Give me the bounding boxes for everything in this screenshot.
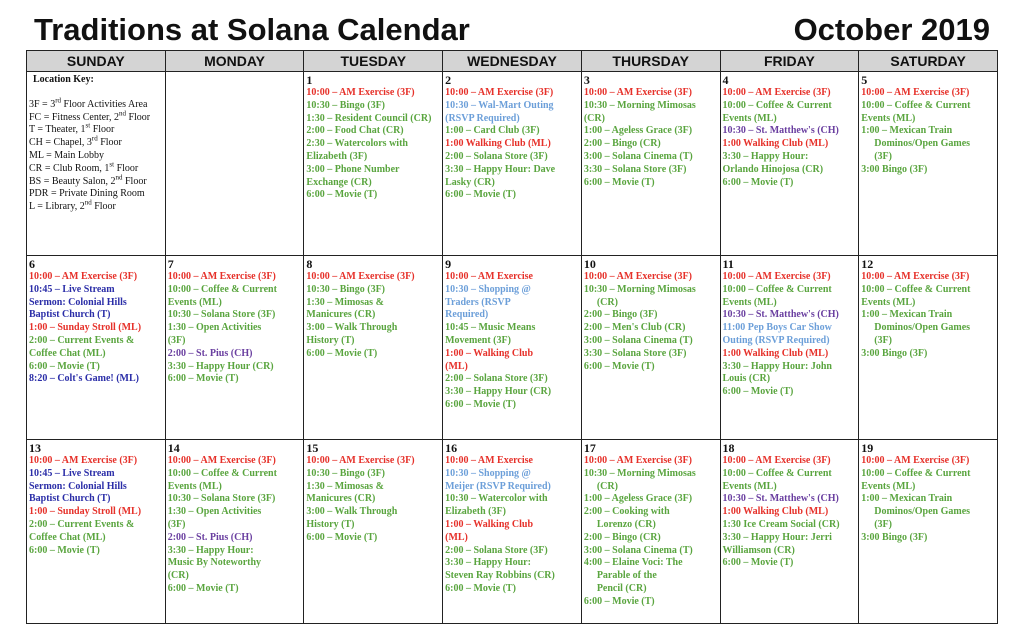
- day-number: 8: [306, 257, 313, 271]
- day-number: 12: [861, 257, 874, 271]
- weekday-header-tuesday: TUESDAY: [304, 51, 443, 72]
- location-key-list: [29, 74, 163, 214]
- location-key-item: [29, 96, 163, 112]
- event-line: 2:00 – Bingo (3F): [583, 309, 658, 321]
- event-line: 10:30 – Morning Mimosas: [583, 467, 696, 479]
- day-cell: [859, 440, 998, 624]
- day-number: 9: [445, 257, 452, 271]
- event-line: 2:00 – Current Events &: [29, 518, 135, 530]
- event-line: (ML): [445, 360, 468, 372]
- event-line: Dominos/Open Games: [874, 138, 971, 150]
- event-line: 6:00 – Movie (T): [583, 360, 655, 372]
- day-number: 7: [167, 257, 174, 271]
- location-key-item: [29, 188, 163, 201]
- event-line: History (T): [306, 518, 355, 530]
- event-line: 3:00 – Phone Number: [306, 163, 400, 175]
- event-line: Movement (3F): [445, 334, 511, 346]
- event-line: 10:30 – Wal-Mart Outing: [445, 99, 554, 111]
- event-line: 3:00 – Solana Cinema (T): [583, 544, 693, 556]
- event-line: 10:00 – AM Exercise (3F): [583, 87, 692, 98]
- location-key-text: Floor: [122, 175, 147, 187]
- calendar-title: Traditions at Solana Calendar: [34, 12, 470, 47]
- day-number: 18: [722, 441, 735, 455]
- event-line: 10:00 – AM Exercise (3F): [722, 455, 831, 466]
- event-line: 10:00 – Coffee & Current: [722, 99, 832, 111]
- event-line: 10:30 – Solana Store (3F): [167, 493, 276, 505]
- event-line: 1:00 Walking Club (ML): [722, 506, 829, 518]
- day-number: 4: [722, 73, 729, 87]
- event-line: History (T): [306, 334, 355, 346]
- page-header: [34, 12, 990, 48]
- event-line: 1:00 Walking Club (ML): [722, 347, 829, 359]
- event-line: 1:30 Ice Cream Social (CR): [722, 518, 840, 530]
- event-line: 3:00 – Solana Cinema (T): [583, 150, 693, 162]
- calendar-week-row: [27, 72, 998, 256]
- day-cell: [581, 72, 720, 256]
- ordinal-suffix: rd: [55, 96, 62, 105]
- day-cell: [443, 440, 582, 624]
- event-line: 10:30 – St. Matthew's (CH): [722, 493, 839, 505]
- event-line: 1:30 – Mimosas &: [306, 480, 384, 492]
- event-line: 2:00 – Solana Store (3F): [445, 544, 548, 556]
- event-line: 1:30 – Open Activities: [167, 322, 262, 334]
- event-line: 10:30 – Morning Mimosas (CR): [583, 99, 696, 124]
- location-key: [27, 72, 166, 256]
- day-cell: [720, 256, 859, 440]
- event-line: 3:30 – Happy Hour (CR): [445, 386, 552, 398]
- event-line: 10:30 – Shopping @: [445, 467, 531, 479]
- event-line: Dominos/Open Games: [874, 322, 971, 334]
- event-line: 3:30 – Happy Hour:: [445, 557, 531, 569]
- event-line: 3:30 – Happy Hour:: [722, 150, 809, 162]
- event-line: 10:45 – Music Means: [445, 322, 536, 334]
- event-line: 3:00 – Solana Cinema (T): [583, 334, 693, 346]
- event-line: 1:00 – Sunday Stroll (ML): [29, 506, 142, 518]
- event-line: 10:00 – AM Exercise: [445, 455, 533, 466]
- event-line: Louis (CR): [722, 373, 771, 385]
- event-line: 3:00 – Walk Through: [306, 506, 398, 518]
- event-line: 6:00 – Movie (T): [306, 531, 378, 543]
- event-line: (CR): [167, 570, 189, 582]
- location-key-text: CR = Club Room, 1: [29, 162, 110, 174]
- event-line: 10:30 – St. Matthew's (CH): [722, 125, 839, 137]
- event-line: 6:00 – Movie (T): [306, 189, 378, 201]
- event-line: 1:00 – Mexican Train: [861, 309, 953, 321]
- day-cell: [581, 256, 720, 440]
- event-line: 1:00 – Card Club (3F): [445, 125, 540, 137]
- calendar-week-row: [27, 440, 998, 624]
- event-line: 2:00 – Solana Store (3F): [445, 373, 548, 385]
- event-line: 3:00 Bingo (3F): [861, 531, 928, 543]
- event-line: 1:30 – Mimosas &: [306, 296, 384, 308]
- location-key-text: Floor: [125, 111, 151, 123]
- event-line: Events (ML): [722, 296, 777, 308]
- event-line: Required): [445, 309, 489, 321]
- event-line: 6:00 – Movie (T): [722, 557, 794, 569]
- event-line: Music By Noteworthy: [167, 557, 262, 569]
- event-line: 2:00 – Food Chat (CR): [306, 125, 404, 137]
- calendar-week-row: [27, 256, 998, 440]
- event-line: Sermon: Colonial Hills: [29, 296, 127, 308]
- calendar-weeks: [27, 72, 998, 624]
- day-cell: [859, 72, 998, 256]
- event-line: (3F): [167, 334, 186, 346]
- day-number: 5: [861, 73, 868, 87]
- event-line: 6:00 – Movie (T): [583, 595, 655, 607]
- event-line: 10:00 – AM Exercise (3F): [445, 87, 554, 98]
- event-line: 10:00 – AM Exercise (3F): [306, 87, 415, 98]
- event-line: 6:00 – Movie (T): [167, 373, 239, 385]
- day-number: 15: [306, 441, 319, 455]
- location-key-item: [29, 160, 163, 176]
- event-line: Elizabeth (3F): [306, 150, 368, 162]
- event-line: 10:00 – AM Exercise (3F): [29, 455, 138, 466]
- location-key-text: CH = Chapel, 3: [29, 137, 92, 149]
- day-cell: [27, 440, 166, 624]
- day-cell: [165, 256, 304, 440]
- event-line: 6:00 – Movie (T): [306, 347, 378, 359]
- day-cell: [581, 440, 720, 624]
- day-cell: [304, 72, 443, 256]
- event-line: 3:00 – Walk Through: [306, 322, 398, 334]
- event-line: 10:30 – Watercolor with: [445, 493, 548, 505]
- ordinal-suffix: st: [85, 122, 91, 131]
- location-key-text: Floor: [97, 137, 122, 149]
- event-line: Traders (RSVP: [445, 296, 511, 308]
- event-line: 10:00 – AM Exercise (3F): [167, 455, 276, 466]
- ordinal-suffix: nd: [115, 173, 123, 182]
- event-line: 10:00 – AM Exercise (3F): [29, 271, 138, 282]
- event-line: (3F): [167, 518, 186, 530]
- event-line: 4:00 – Elaine Voci: The: [583, 557, 683, 569]
- event-line: 1:00 – Walking Club: [445, 347, 534, 359]
- event-line: 1:00 – Sunday Stroll (ML): [29, 322, 142, 334]
- weekday-header-friday: FRIDAY: [720, 51, 859, 72]
- event-line: Williamson (CR): [722, 544, 795, 556]
- event-line: 2:00 – Current Events &: [29, 334, 135, 346]
- event-line: 6:00 – Movie (T): [445, 582, 516, 594]
- location-key-text: L = Library, 2: [29, 201, 85, 213]
- event-line: Outing (RSVP Required): [722, 334, 830, 346]
- event-line: 10:00 – AM Exercise (3F): [722, 271, 831, 282]
- event-line: 1:00 Walking Club (ML): [445, 138, 551, 150]
- day-cell: [27, 256, 166, 440]
- location-key-item: [29, 134, 163, 150]
- event-line: 10:00 – Coffee & Current: [167, 283, 277, 295]
- location-key-text: Floor: [90, 124, 115, 136]
- event-line: 6:00 – Movie (T): [167, 582, 239, 594]
- event-line: Events (ML): [722, 480, 777, 492]
- event-line: 2:00 – Cooking with: [583, 506, 670, 518]
- weekday-header-row: [27, 51, 998, 72]
- event-line: 6:00 – Movie (T): [29, 360, 100, 372]
- event-line: 2:00 – Solana Store (3F): [445, 150, 548, 162]
- event-line: 6:00 – Movie (T): [583, 176, 655, 188]
- event-line: Events (ML): [861, 480, 916, 492]
- event-line: Dominos/Open Games: [874, 506, 971, 518]
- event-line: 10:00 – Coffee & Current: [861, 283, 971, 295]
- event-line: (CR): [596, 296, 618, 308]
- event-line: 10:00 – Coffee & Current: [861, 467, 971, 479]
- event-line: Exchange (CR): [306, 176, 372, 188]
- event-line: Coffee Chat (ML): [29, 347, 106, 359]
- event-line: Events (ML): [167, 296, 222, 308]
- day-number: 3: [583, 73, 590, 87]
- event-line: 10:00 – Coffee & Current: [861, 99, 971, 111]
- event-line: Lorenzo (CR): [596, 518, 656, 530]
- event-line: 3:00 Bingo (3F): [861, 163, 928, 175]
- location-key-text: Floor: [91, 201, 116, 213]
- event-line: 2:00 – Bingo (CR): [583, 138, 661, 150]
- weekday-header-wednesday: WEDNESDAY: [443, 51, 582, 72]
- event-line: 10:00 – AM Exercise (3F): [861, 271, 970, 282]
- event-line: (RSVP Required): [445, 112, 520, 124]
- event-line: Parable of the: [596, 570, 657, 582]
- event-line: 6:00 – Movie (T): [445, 398, 516, 410]
- day-number: 2: [445, 73, 452, 87]
- location-key-text: BS = Beauty Salon, 2: [29, 175, 116, 187]
- event-line: Elizabeth (3F): [445, 506, 506, 518]
- event-line: Events (ML): [861, 112, 916, 124]
- location-key-text: T = Theater, 1: [29, 124, 86, 136]
- event-line: 10:30 – Bingo (3F): [306, 99, 386, 111]
- event-line: 11:00 Pep Boys Car Show: [722, 322, 832, 334]
- day-number: 10: [583, 257, 596, 271]
- location-key-text: PDR = Private Dining Room: [29, 188, 145, 200]
- event-line: 10:30 – Bingo (3F): [306, 283, 386, 295]
- day-number: 16: [445, 441, 458, 455]
- event-line: Baptist Church (T): [29, 309, 111, 321]
- event-line: 10:30 – Morning Mimosas: [583, 283, 696, 295]
- day-number: 19: [861, 441, 874, 455]
- event-line: Lasky (CR): [445, 176, 495, 188]
- event-line: 3:30 – Solana Store (3F): [583, 163, 687, 175]
- event-line: Events (ML): [861, 296, 916, 308]
- event-line: 10:00 – AM Exercise (3F): [306, 271, 415, 282]
- event-line: 3:30 – Happy Hour (CR): [167, 360, 274, 372]
- event-line: 1:00 – Mexican Train: [861, 493, 953, 505]
- calendar-grid: [26, 50, 998, 624]
- event-line: Coffee Chat (ML): [29, 531, 106, 543]
- event-line: 3:30 – Happy Hour: Dave: [445, 163, 556, 175]
- event-line: 10:00 – AM Exercise (3F): [583, 455, 692, 466]
- location-key-item: [29, 109, 163, 125]
- event-line: 10:30 – Shopping @: [445, 283, 531, 295]
- event-line: 3:30 – Happy Hour: Jerri: [722, 531, 832, 543]
- event-line: (3F): [874, 150, 892, 162]
- event-line: 10:45 – Live Stream: [29, 467, 115, 479]
- event-line: 1:30 – Resident Council (CR): [306, 112, 432, 124]
- day-number: 17: [583, 441, 596, 455]
- event-line: 3:30 – Happy Hour:: [167, 544, 254, 556]
- event-line: Sermon: Colonial Hills: [29, 480, 127, 492]
- location-key-text: 3F = 3: [29, 98, 56, 110]
- ordinal-suffix: st: [109, 160, 115, 169]
- event-line: Steven Ray Robbins (CR): [445, 570, 555, 582]
- day-cell: [304, 440, 443, 624]
- event-line: 10:00 – AM Exercise (3F): [306, 455, 415, 466]
- event-line: 1:00 – Ageless Grace (3F): [583, 493, 693, 505]
- ordinal-suffix: rd: [91, 134, 98, 143]
- day-number: 13: [29, 441, 41, 455]
- calendar-month: October 2019: [793, 12, 990, 47]
- event-line: 10:00 – Coffee & Current: [167, 467, 277, 479]
- event-line: 10:30 – St. Matthew's (CH): [722, 309, 839, 321]
- event-line: 10:45 – Live Stream: [29, 283, 115, 295]
- event-line: 3:30 – Happy Hour: John: [722, 360, 832, 372]
- day-cell: [720, 440, 859, 624]
- weekday-header-monday: MONDAY: [165, 51, 304, 72]
- location-key-text: Floor Activities Area: [61, 98, 148, 110]
- event-line: 2:00 – St. Pius (CH): [167, 531, 253, 543]
- location-key-text: FC = Fitness Center, 2: [29, 111, 119, 123]
- event-line: 1:00 – Ageless Grace (3F): [583, 125, 693, 137]
- location-key-text: Floor: [114, 162, 139, 174]
- ordinal-suffix: nd: [118, 109, 126, 118]
- event-line: Events (ML): [722, 112, 777, 124]
- event-line: Manicures (CR): [306, 309, 376, 321]
- weekday-header-thursday: THURSDAY: [581, 51, 720, 72]
- event-line: 2:00 – St. Pius (CH): [167, 347, 253, 359]
- day-cell: [443, 256, 582, 440]
- event-line: 10:00 – Coffee & Current: [722, 283, 832, 295]
- event-line: 10:00 – AM Exercise: [445, 271, 533, 282]
- day-number: 11: [722, 257, 734, 271]
- event-line: 3:00 Bingo (3F): [861, 347, 928, 359]
- day-cell: [859, 256, 998, 440]
- event-line: 2:00 – Bingo (CR): [583, 531, 661, 543]
- event-line: Pencil (CR): [596, 582, 647, 594]
- event-line: 10:00 – Coffee & Current: [722, 467, 832, 479]
- day-number: 1: [306, 73, 313, 87]
- event-line: 8:20 – Colt's Game! (ML): [29, 373, 139, 385]
- event-line: 10:30 – Solana Store (3F): [167, 309, 276, 321]
- event-line: 2:30 – Watercolors with: [306, 138, 408, 150]
- event-line: 10:00 – AM Exercise (3F): [583, 271, 692, 282]
- event-line: (3F): [874, 518, 892, 530]
- event-line: 10:30 – Bingo (3F): [306, 467, 386, 479]
- event-line: (3F): [874, 334, 892, 346]
- event-line: 1:30 – Open Activities: [167, 506, 262, 518]
- ordinal-suffix: nd: [84, 198, 92, 207]
- event-line: Manicures (CR): [306, 493, 376, 505]
- event-line: 1:00 – Walking Club: [445, 518, 534, 530]
- event-line: (CR): [596, 480, 618, 492]
- event-line: 1:00 – Mexican Train: [861, 125, 953, 137]
- day-cell: [304, 256, 443, 440]
- weekday-header-saturday: SATURDAY: [859, 51, 998, 72]
- event-line: 10:00 – AM Exercise (3F): [861, 455, 970, 466]
- event-line: 3:30 – Solana Store (3F): [583, 347, 687, 359]
- day-cell: [720, 72, 859, 256]
- location-key-text: ML = Main Lobby: [29, 149, 104, 161]
- event-line: Events (ML): [167, 480, 222, 492]
- location-key-item: [29, 198, 163, 214]
- day-cell: [165, 440, 304, 624]
- event-line: 1:00 Walking Club (ML): [722, 138, 829, 150]
- event-line: 10:00 – AM Exercise (3F): [167, 271, 276, 282]
- event-line: 10:00 – AM Exercise (3F): [722, 87, 831, 98]
- day-number: 6: [29, 257, 35, 271]
- event-line: 10:00 – AM Exercise (3F): [861, 87, 970, 98]
- event-line: (ML): [445, 531, 468, 543]
- event-line: Baptist Church (T): [29, 493, 111, 505]
- event-line: 6:00 – Movie (T): [445, 189, 516, 201]
- event-line: 6:00 – Movie (T): [29, 544, 100, 556]
- day-cell: [443, 72, 582, 256]
- location-key-heading: Location Key:: [33, 74, 94, 85]
- event-line: Orlando Hinojosa (CR): [722, 163, 824, 175]
- event-line: 2:00 – Men's Club (CR): [583, 322, 686, 334]
- weekday-header-sunday: SUNDAY: [27, 51, 166, 72]
- event-line: Meijer (RSVP Required): [445, 480, 551, 492]
- location-key-item: [29, 150, 163, 163]
- event-line: 6:00 – Movie (T): [722, 176, 794, 188]
- location-key-item: [29, 173, 163, 189]
- day-number: 14: [167, 441, 180, 455]
- day-cell: [165, 72, 304, 256]
- event-line: 6:00 – Movie (T): [722, 386, 794, 398]
